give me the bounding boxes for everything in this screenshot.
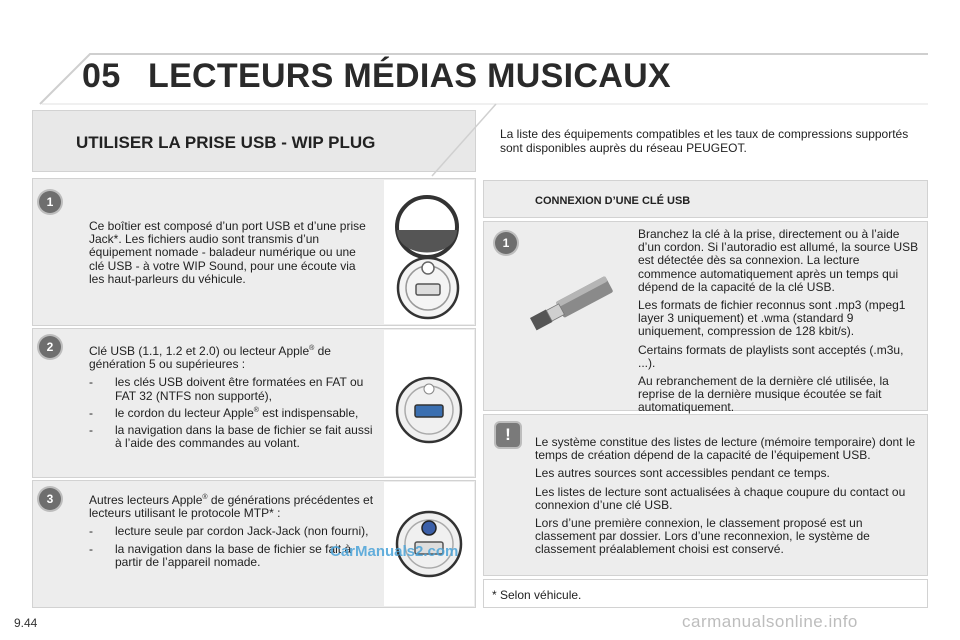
step-badge-1: 1 <box>39 191 61 213</box>
usb-connection-subtitle: CONNEXION D’UNE CLÉ USB <box>535 195 691 207</box>
usb-jack-port-illustration <box>384 180 474 324</box>
block-3-list-item: - la navigation dans la base de fichier se fait à partir de l’appareil nomade. <box>89 543 374 569</box>
warning-paragraph: Lors d’une première connexion, le classement proposé est un classement par dossier. Lors d’une reconnexion, le système de classement préalablement choisi est conservé. <box>535 516 870 557</box>
warning-text <box>535 436 920 562</box>
chapter-title: LECTEURS MÉDIAS MUSICAUX <box>148 57 671 95</box>
footer-watermark: carmanualsonline.info <box>682 612 858 631</box>
usb-step-badge-1: 1 <box>495 232 517 254</box>
usb-key-photo <box>520 226 616 408</box>
usb-jack-port-photo <box>384 180 474 324</box>
footnote: * Selon véhicule. <box>492 588 582 602</box>
block-1-text <box>89 220 369 291</box>
step-badge-2: 2 <box>39 336 61 358</box>
warning-paragraph: Le système constitue des listes de lecture (mémoire temporaire) dont le temps de création dépend de la capacité de l’équipement USB. <box>535 435 916 463</box>
warning-icon: ! <box>496 423 520 447</box>
block-2-intro: Clé USB (1.1, 1.2 et 2.0) ou lecteur Apple® de génération 5 ou supérieures : <box>89 344 331 372</box>
intro-text: La liste des équipements compatibles et les taux de compressions supportés sont disponibles auprès du réseau PEUGEOT. <box>500 127 909 155</box>
usb-connection-paragraph: Certains formats de playlists sont acceptés (.m3u, ...). <box>638 342 904 370</box>
warning-paragraph: Les autres sources sont accessibles pendant ce temps. <box>535 466 830 481</box>
section-title: UTILISER LA PRISE USB - WIP PLUG <box>76 133 376 152</box>
block-2-list-item: - les clés USB doivent être formatées en FAT ou FAT 32 (NTFS non supporté), <box>89 376 374 402</box>
block-2-list-item: - la navigation dans la base de fichier se fait aussi à l’aide des commandes au volant. <box>89 424 374 450</box>
usb-key-illustration <box>520 226 616 408</box>
block-3-list-item: - lecture seule par cordon Jack-Jack (non fourni), <box>89 525 374 538</box>
page-number: 9.44 <box>14 616 38 630</box>
step-badge-3: 3 <box>39 488 61 510</box>
usb-connection-paragraph: Branchez la clé à la prise, directement ou à l’aide d’un cordon. Si l’autoradio est allumé, la source USB est détectée dès sa connexion. La lecture commence automatiquement après un temps qui dépend de la capacité de la clé USB. <box>638 227 919 294</box>
block-1-paragraph: Ce boîtier est composé d’un port USB et d’une prise Jack*. Les fichiers audio sont transmis d’un équipement nomade - baladeur numérique ou une clé USB - à votre WIP Sound, pour une écoute via les haut-parleurs du véhicule. <box>89 219 366 286</box>
block-2-text <box>89 345 374 454</box>
chapter-number: 05 <box>82 57 121 95</box>
usb-connection-paragraph: Les formats de fichier reconnus sont .mp3 (mpeg1 layer 3 uniquement) et .wma (standard 9 uniquement, compression de 128 kbit/s). <box>638 298 906 339</box>
block-2-list-item: - le cordon du lecteur Apple® est indispensable, <box>89 407 374 420</box>
carmanuals-watermark: CarManuals2.com <box>330 543 459 560</box>
usb-connection-text <box>638 228 920 420</box>
block-3-text <box>89 494 374 573</box>
section-title-diagonal <box>430 100 500 180</box>
usb-connection-paragraph: Au rebranchement de la dernière clé utilisée, la reprise de la dernière musique écoutée se fait automatiquement. <box>638 374 889 415</box>
block-3-intro: Autres lecteurs Apple® de générations précédentes et lecteurs utilisant le protocole MTP* : <box>89 493 374 521</box>
usb-port-illustration <box>384 330 474 476</box>
usb-port-photo <box>384 330 474 476</box>
warning-paragraph: Les listes de lecture sont actualisées à chaque coupure du contact ou connexion d’une clé USB. <box>535 484 906 512</box>
